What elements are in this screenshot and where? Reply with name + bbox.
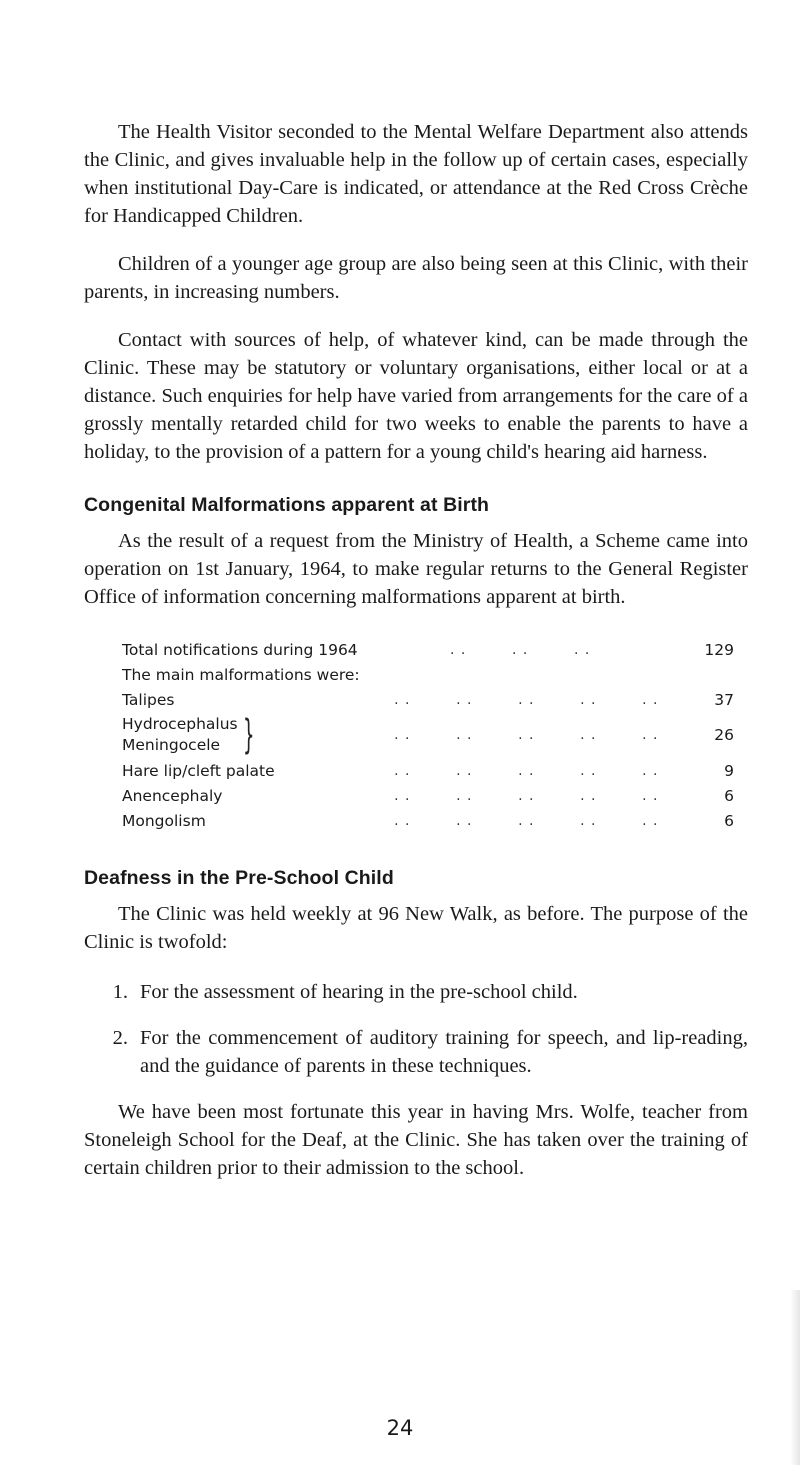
table-row bbox=[122, 758, 734, 783]
deafness-paragraph: The Clinic was held weekly at 96 New Walk, as before. The purpose of the Clinic is twofold: bbox=[84, 903, 748, 953]
total-label: Total notifications during 1964 bbox=[122, 640, 358, 659]
row-label: Hydrocephalus bbox=[122, 715, 238, 733]
brace-symbol: } bbox=[242, 712, 255, 758]
page-number: 24 bbox=[386, 1416, 414, 1440]
intro-paragraph-3: Contact with sources of help, of whatever kind, can be made through the Clinic. These may be statutory or voluntary organisations, either local or at a distance. Such enquiries for help have varied from arrangements for the care of a grossly mentally retarded child for two weeks to enable the parents to have a holiday, to the provision of a pattern for a young child's hearing aid harness. bbox=[84, 329, 748, 463]
row-label: Hare lip/cleft palate bbox=[122, 761, 275, 780]
row-label: Meningocele bbox=[122, 736, 221, 754]
page-edge-shadow bbox=[790, 1290, 800, 1465]
row-label: Talipes bbox=[122, 690, 175, 709]
leader-dots: . . . . . . . . . . bbox=[394, 691, 659, 708]
row-value: 26 bbox=[714, 726, 734, 744]
subheading-label: The main malformations were: bbox=[122, 665, 360, 684]
total-value: 129 bbox=[704, 640, 734, 659]
closing-paragraph: We have been most fortunate this year in having Mrs. Wolfe, teacher from Stoneleigh School for the Deaf, at the Clinic. She has taken over the training of certain children prior to their admission to the school. bbox=[84, 1101, 748, 1179]
list-item bbox=[84, 1024, 748, 1080]
intro-paragraph-2: Children of a younger age group are also being seen at this Clinic, with their parents, in increasing numbers. bbox=[84, 253, 748, 303]
page-content bbox=[84, 118, 748, 1182]
list-item-number: 2. bbox=[112, 1027, 128, 1049]
table-row-total bbox=[122, 637, 734, 662]
leader-dots: . . . . . . . . . . bbox=[394, 727, 659, 743]
row-value: 6 bbox=[724, 786, 734, 805]
list-item-number: 1. bbox=[112, 981, 128, 1003]
leader-dots: . . . . . . bbox=[450, 641, 591, 658]
leader-dots: . . . . . . . . . . bbox=[394, 762, 659, 779]
table-subheading bbox=[122, 662, 734, 687]
section-heading-malformations: Congenital Malformations apparent at Birth bbox=[84, 494, 490, 516]
row-label: Anencephaly bbox=[122, 786, 223, 805]
table-row bbox=[122, 687, 734, 712]
list-item-text: For the commencement of auditory training for speech, and lip-reading, and the guidance of parents in these techniques. bbox=[140, 1027, 748, 1077]
table-row bbox=[122, 783, 734, 808]
purpose-list bbox=[84, 978, 748, 1080]
table-row bbox=[122, 808, 734, 833]
intro-paragraph-1: The Health Visitor seconded to the Mental Welfare Department also attends the Clinic, and gives invaluable help in the follow up of certain cases, especially when institutional Day-Care is indicated, or attendance at the Red Cross Crèche for Handicapped Children. bbox=[84, 121, 748, 227]
row-label: Mongolism bbox=[122, 811, 206, 830]
list-item bbox=[84, 978, 748, 1006]
section-heading-deafness: Deafness in the Pre-School Child bbox=[84, 867, 394, 889]
row-value: 9 bbox=[724, 761, 734, 780]
table-row bbox=[122, 712, 734, 758]
row-value: 37 bbox=[714, 690, 734, 709]
row-value: 6 bbox=[724, 811, 734, 830]
list-item-text: For the assessment of hearing in the pre-school child. bbox=[140, 981, 578, 1003]
leader-dots: . . . . . . . . . . bbox=[394, 787, 659, 804]
malformations-paragraph: As the result of a request from the Ministry of Health, a Scheme came into operation on 1st January, 1964, to make regular returns to the General Register Office of information concerning malformations apparent at birth. bbox=[84, 530, 748, 608]
malformations-table bbox=[122, 637, 734, 833]
leader-dots: . . . . . . . . . . bbox=[394, 812, 659, 829]
